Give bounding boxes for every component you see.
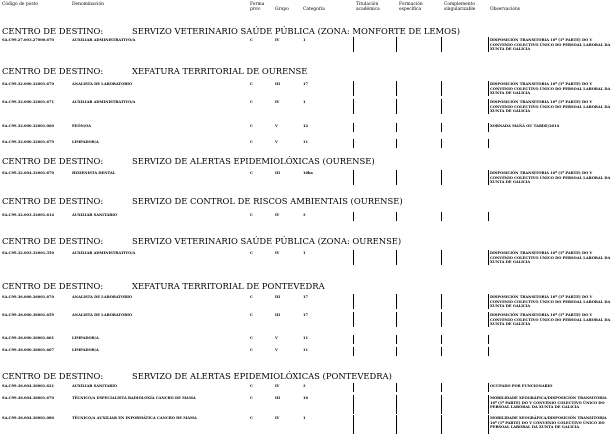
- cell-group: IV: [275, 416, 280, 420]
- cell-cat: 16: [303, 396, 309, 400]
- cell-name: LIMPADOR/A: [72, 348, 99, 352]
- column-rule: [353, 81, 354, 96]
- cell-cat: 3: [303, 384, 306, 388]
- cell-code: SA.C99.32.000.32001.671: [2, 100, 55, 104]
- cell-group: IV: [275, 251, 280, 255]
- column-rule: [396, 294, 397, 309]
- table-row: [0, 295, 615, 309]
- column-rule: [441, 415, 442, 434]
- cell-group: V: [275, 140, 278, 144]
- cell-group: IV: [275, 38, 280, 42]
- table-row: [0, 313, 615, 327]
- cell-name: LIMPADOR/A: [72, 336, 99, 340]
- cell-name: TÉCNICO/A AUXILIAR EN INFORMÁTICA CANCRO DE MAMA: [72, 416, 197, 420]
- cell-name: ANALISTA DE LABORATORIO: [72, 313, 133, 317]
- cell-group: V: [275, 124, 278, 128]
- cell-code: SA.C99.32.003.32001.614: [2, 213, 55, 217]
- header-category: Categoría: [303, 7, 325, 12]
- cell-name: HIXIENISTA DENTAL: [72, 171, 116, 175]
- cell-form: C: [250, 384, 253, 388]
- cell-code: SA.C99.27.003.27000.670: [2, 38, 55, 42]
- header-specific: Formación específica: [399, 2, 423, 12]
- cell-notes: DISPOSICIÓN TRANSITORIA 16ª (1ª PARTE) DO V CONVENIO COLECTIVO ÚNICO DO PERSOAL LABORAL DA XUNTA DE GALICIA: [490, 82, 611, 96]
- table-row: [0, 251, 615, 265]
- column-rule: [396, 250, 397, 265]
- column-rule: [396, 99, 397, 114]
- cell-notes: DISPOSICIÓN TRANSITORIA 16ª (1ª PARTE) DO V CONVENIO COLECTIVO ÚNICO DO PERSOAL LABORAL DA XUNTA DE GALICIA: [490, 295, 611, 309]
- column-rule: [441, 294, 442, 309]
- center-name: SERVIZO DE CONTROL DE RISCOS AMBIENTAIS (OURENSE): [132, 196, 403, 206]
- table-header: [0, 0, 615, 20]
- cell-group: III: [275, 295, 281, 299]
- column-rule: [396, 37, 397, 52]
- table-row: [0, 38, 615, 52]
- column-rule: [353, 395, 354, 414]
- center-name: SERVIZO VETERINARIO SAÚDE PÚBLICA (ZONA: MONFORTE DE LEMOS): [132, 26, 460, 36]
- center-heading: [2, 371, 613, 381]
- column-rule: [488, 99, 489, 114]
- cell-group: V: [275, 348, 278, 352]
- column-rule: [353, 347, 354, 356]
- table-row: [0, 124, 615, 132]
- center-label: CENTRO DE DESTINO:: [2, 281, 104, 291]
- center-heading: [2, 281, 613, 291]
- header-group: Grupo: [275, 7, 289, 12]
- column-rule: [441, 81, 442, 96]
- column-rule: [441, 250, 442, 265]
- cell-name: AUXILIAR ADMINISTRATIVO/A: [72, 251, 136, 255]
- column-rule: [441, 99, 442, 114]
- cell-notes: XORNADA MAÑÁ OU TARDE/2014: [490, 124, 560, 128]
- cell-form: C: [250, 336, 253, 340]
- cell-form: C: [250, 171, 253, 175]
- center-name: XEFATURA TERRITORIAL DE PONTEVEDRA: [132, 281, 325, 291]
- cell-cat: 1: [303, 100, 306, 104]
- column-rule: [353, 250, 354, 265]
- column-rule: [488, 395, 489, 414]
- column-rule: [353, 123, 354, 132]
- column-rule: [488, 312, 489, 327]
- cell-cat: 1: [303, 416, 306, 420]
- center-label: CENTRO DE DESTINO:: [2, 156, 104, 166]
- cell-group: IV: [275, 100, 280, 104]
- cell-form: C: [250, 416, 253, 420]
- column-rule: [396, 312, 397, 327]
- cell-cat: 16ba: [303, 171, 313, 175]
- column-rule: [488, 170, 489, 185]
- cell-cat: 1: [303, 38, 306, 42]
- cell-name: AUXILIAR ADMINISTRATIVO/A: [72, 100, 136, 104]
- table-row: [0, 396, 615, 414]
- cell-name: PEÓN/OA: [72, 124, 92, 128]
- cell-group: III: [275, 396, 281, 400]
- cell-code: SA.C99.36.000.36001.661: [2, 336, 55, 340]
- cell-group: IV: [275, 384, 280, 388]
- cell-name: TÉCNICO/A ESPECIALISTA RADIOLOXÍA CANCRO DE MAMA: [72, 396, 196, 400]
- center-label: CENTRO DE DESTINO:: [2, 236, 104, 246]
- cell-notes: DISPOSICIÓN TRANSITORIA 16ª (1ª PARTE) DO V CONVENIO COLECTIVO ÚNICO DO PERSOAL LABORAL DA XUNTA DE GALICIA: [490, 313, 611, 327]
- cell-name: AUXILIAR ADMINISTRATIVO/A: [72, 38, 136, 42]
- column-rule: [488, 294, 489, 309]
- center-label: CENTRO DE DESTINO:: [2, 196, 104, 206]
- column-rule: [353, 294, 354, 309]
- cell-name: AUXILIAR SANITARIO: [72, 384, 118, 388]
- column-rule: [488, 37, 489, 52]
- cell-form: C: [250, 348, 253, 352]
- cell-code: SA.C99.32.000.32001.670: [2, 82, 55, 86]
- cell-code: SA.C99.36.004.36001.621: [2, 384, 55, 388]
- cell-form: C: [250, 38, 253, 42]
- center-heading: [2, 66, 613, 76]
- cell-group: III: [275, 171, 281, 175]
- column-rule: [441, 123, 442, 132]
- cell-code: SA.C99.36.004.36001.080: [2, 416, 55, 420]
- cell-name: AUXILIAR SANITARIO: [72, 213, 118, 217]
- column-rule: [441, 170, 442, 185]
- cell-code: SA.C99.32.000.32001.060: [2, 124, 55, 128]
- header-code: Código de posto: [2, 2, 38, 7]
- cell-notes: DISPOSICIÓN TRANSITORIA 16ª (1ª PARTE) DO V CONVENIO COLECTIVO ÚNICO DO PERSOAL LABORAL DA XUNTA DE GALICIA: [490, 251, 611, 265]
- cell-name: LIMPADOR/A: [72, 140, 99, 144]
- column-rule: [396, 415, 397, 434]
- table-row: [0, 213, 615, 221]
- cell-code: SA.C99.32.003.32001.350: [2, 251, 55, 255]
- table-row: [0, 416, 615, 434]
- cell-form: C: [250, 100, 253, 104]
- column-rule: [488, 123, 489, 132]
- header-complement: Complemento singularizable: [444, 2, 476, 12]
- cell-cat: 3: [303, 213, 306, 217]
- cell-notes: MOBILIDADE XEOGRÁFICA/DISPOSICIÓN TRANSITORIA 16ª (1ª PARTE) DO V CONVENIO COLECTIVO ÚNICO DO PERSOAL LABORAL DA XUNTA DE GALICIA: [490, 396, 607, 410]
- center-name: XEFATURA TERRITORIAL DE OURENSE: [132, 66, 308, 76]
- cell-group: V: [275, 336, 278, 340]
- cell-cat: 17: [303, 295, 309, 299]
- center-name: SERVIZO DE ALERTAS EPIDEMIOLÓXICAS (PONTEVEDRA): [132, 371, 392, 381]
- column-rule: [396, 335, 397, 344]
- center-heading: [2, 236, 613, 246]
- column-rule: [396, 81, 397, 96]
- cell-notes: OCUPADO POR FUNCIONARIO: [490, 384, 553, 388]
- column-rule: [353, 212, 354, 221]
- table-row: [0, 348, 615, 356]
- cell-code: SA.C99.32.000.32001.679: [2, 140, 55, 144]
- cell-form: C: [250, 213, 253, 217]
- cell-name: ANALISTA DE LABORATORIO: [72, 82, 133, 86]
- cell-notes: DISPOSICIÓN TRANSITORIA 16ª (1ª PARTE) DO V CONVENIO COLECTIVO ÚNICO DO PERSOAL LABORAL DA XUNTA DE GALICIA: [490, 38, 611, 52]
- column-rule: [396, 383, 397, 392]
- column-rule: [488, 347, 489, 356]
- column-rule: [396, 395, 397, 414]
- cell-form: C: [250, 124, 253, 128]
- table-row: [0, 100, 615, 114]
- cell-cat: 11: [303, 336, 309, 340]
- column-rule: [396, 123, 397, 132]
- column-rule: [441, 212, 442, 221]
- column-rule: [396, 139, 397, 148]
- cell-cat: 12: [303, 124, 309, 128]
- column-rule: [441, 335, 442, 344]
- column-rule: [441, 347, 442, 356]
- column-rule: [488, 383, 489, 392]
- cell-cat: 17: [303, 82, 309, 86]
- table-row: [0, 82, 615, 96]
- header-form: Forma prov.: [250, 2, 265, 12]
- cell-code: SA.C99.36.000.36001.670: [2, 295, 55, 299]
- cell-form: C: [250, 396, 253, 400]
- column-rule: [396, 170, 397, 185]
- cell-form: C: [250, 82, 253, 86]
- column-rule: [353, 415, 354, 434]
- table-row: [0, 384, 615, 392]
- column-rule: [488, 81, 489, 96]
- cell-notes: MOBILIDADE XEOGRÁFICA/DISPOSICIÓN TRANSITORIA 16ª (1ª PARTE) DO V CONVENIO COLECTIVO ÚNICO DO PERSOAL LABORAL DA XUNTA DE GALICIA: [490, 416, 607, 430]
- cell-notes: DISPOSICIÓN TRANSITORIA 16ª (1ª PARTE) DO V CONVENIO COLECTIVO ÚNICO DO PERSOAL LABORAL DA XUNTA DE GALICIA: [490, 100, 611, 114]
- cell-cat: 17: [303, 313, 309, 317]
- center-heading: [2, 156, 613, 166]
- cell-group: III: [275, 313, 281, 317]
- column-rule: [353, 99, 354, 114]
- column-rule: [353, 383, 354, 392]
- column-rule: [396, 212, 397, 221]
- column-rule: [488, 212, 489, 221]
- column-rule: [441, 383, 442, 392]
- column-rule: [441, 312, 442, 327]
- cell-cat: 1: [303, 251, 306, 255]
- column-rule: [488, 139, 489, 148]
- column-rule: [396, 347, 397, 356]
- table-row: [0, 140, 615, 148]
- center-label: CENTRO DE DESTINO:: [2, 66, 104, 76]
- cell-form: C: [250, 251, 253, 255]
- column-rule: [353, 170, 354, 185]
- column-rule: [353, 312, 354, 327]
- cell-notes: DISPOSICIÓN TRANSITORIA 16ª (1ª PARTE) DO V CONVENIO COLECTIVO ÚNICO DO PERSOAL LABORAL DA XUNTA DE GALICIA: [490, 171, 611, 185]
- cell-form: C: [250, 295, 253, 299]
- column-rule: [441, 139, 442, 148]
- column-rule: [353, 335, 354, 344]
- cell-code: SA.C99.32.004.32001.670: [2, 171, 55, 175]
- table-row: [0, 336, 615, 344]
- column-rule: [441, 395, 442, 414]
- header-academic: Titulación académica: [356, 2, 380, 12]
- center-label: CENTRO DE DESTINO:: [2, 26, 104, 36]
- header-name: Denominación: [72, 2, 104, 7]
- cell-name: ANALISTA DE LABORATORIO: [72, 295, 133, 299]
- column-rule: [488, 415, 489, 434]
- center-name: SERVIZO VETERINARIO SAÚDE PÚBLICA (ZONA: OURENSE): [132, 236, 402, 246]
- center-label: CENTRO DE DESTINO:: [2, 371, 104, 381]
- cell-code: SA.C99.36.004.36001.670: [2, 396, 55, 400]
- cell-group: IV: [275, 213, 280, 217]
- cell-cat: 11: [303, 348, 309, 352]
- cell-code: SA.C99.36.000.36001.659: [2, 313, 55, 317]
- column-rule: [488, 335, 489, 344]
- center-heading: [2, 196, 613, 206]
- column-rule: [353, 139, 354, 148]
- column-rule: [441, 37, 442, 52]
- cell-form: C: [250, 140, 253, 144]
- column-rule: [488, 250, 489, 265]
- cell-code: SA.C99.36.000.36001.667: [2, 348, 55, 352]
- center-heading: [2, 26, 613, 36]
- cell-group: III: [275, 82, 281, 86]
- table-row: [0, 171, 615, 185]
- cell-form: C: [250, 313, 253, 317]
- column-rule: [353, 37, 354, 52]
- header-notes: Observacións: [490, 7, 521, 12]
- center-name: SERVIZO DE ALERTAS EPIDEMIOLÓXICAS (OURENSE): [132, 156, 375, 166]
- cell-cat: 11: [303, 140, 309, 144]
